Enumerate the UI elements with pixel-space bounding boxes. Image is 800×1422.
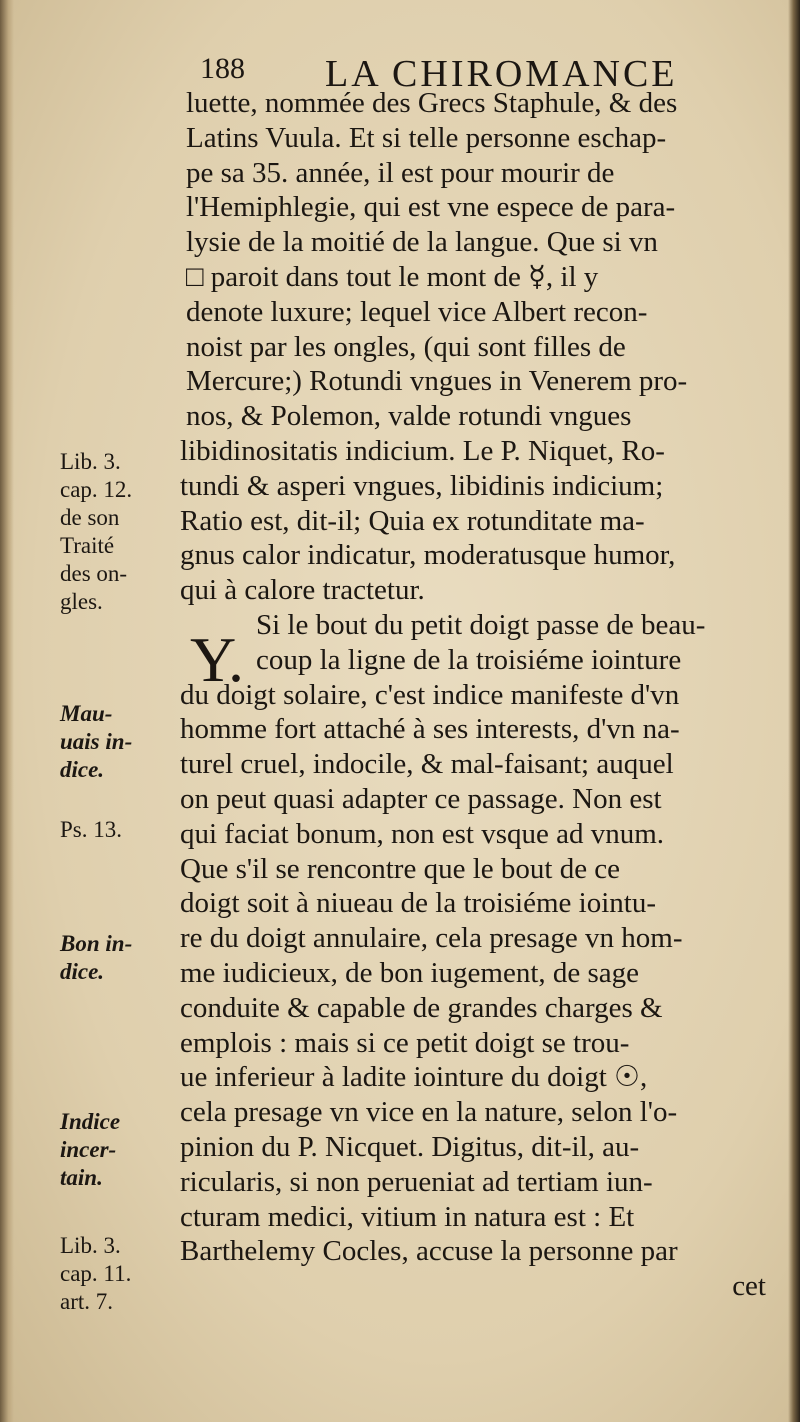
text-line: Si le bout du petit doigt passe de beau- <box>256 608 706 641</box>
text-line: du doigt solaire, c'est indice manifeste d'vn <box>180 678 680 711</box>
text-line: turel cruel, indocile, & mal-faisant; auquel <box>180 748 674 781</box>
text-line: Ratio est, dit-il; Quia ex rotunditate ma- <box>180 504 645 537</box>
margin-note: Bon in- dice. <box>60 931 133 984</box>
text-line: tundi & asperi vngues, libidinis indicium; <box>180 469 664 502</box>
margin-note: Lib. 3. cap. 11. art. 7. <box>60 1233 132 1314</box>
text-line: pe sa 35. année, il est pour mourir de <box>186 156 615 189</box>
text-line: libidinositatis indicium. Le P. Niquet, Ro- <box>180 434 665 467</box>
text-line: Latins Vuula. Et si telle personne eschap- <box>186 121 667 154</box>
text-line: denote luxure; lequel vice Albert recon- <box>186 295 648 328</box>
body-text <box>180 86 780 1304</box>
margin-note: Mau- uais in- dice. <box>60 701 133 782</box>
text-line: ue inferieur à ladite iointure du doigt ☉, <box>180 1061 648 1094</box>
page-edge-right <box>788 0 800 1422</box>
text-line: □ paroit dans tout le mont de ☿, il y <box>186 260 599 293</box>
text-line: Barthelemy Cocles, accuse la personne par <box>180 1235 678 1268</box>
text-line: noist par les ongles, (qui sont filles de <box>186 330 626 363</box>
margin-note: Ps. 13. <box>60 817 122 842</box>
text-line: qui faciat bonum, non est vsque ad vnum. <box>180 817 665 850</box>
text-line: Que s'il se rencontre que le bout de ce <box>180 852 621 885</box>
text-line: emplois : mais si ce petit doigt se trou- <box>180 1026 630 1059</box>
page-number: 188 <box>200 52 245 85</box>
binding-shadow-left <box>0 0 14 1422</box>
text-line: doigt soit à niueau de la troisiéme iointu- <box>180 887 656 920</box>
text-line: ricularis, si non perueniat ad tertiam iun- <box>180 1165 653 1198</box>
text-line: Mercure;) Rotundi vngues in Venerem pro- <box>186 365 688 398</box>
text-line: qui à calore tractetur. <box>180 574 425 607</box>
margin-note: Lib. 3. cap. 12. de son Traité des on- gles. <box>60 449 133 614</box>
running-title: LA CHIROMANCE <box>325 53 678 95</box>
text-line: homme fort attaché à ses interests, d'vn na- <box>180 713 680 746</box>
text-line: gnus calor indicatur, moderatusque humor, <box>180 539 676 572</box>
text-line: lysie de la moitié de la langue. Que si vn <box>186 226 658 259</box>
margin-note: Indice incer- tain. <box>60 1109 121 1190</box>
drop-initial: Y. <box>190 624 244 695</box>
text-line: luette, nommée des Grecs Staphule, & des <box>186 87 678 119</box>
text-line: nos, & Polemon, valde rotundi vngues <box>186 400 632 433</box>
text-line: cet <box>732 1270 766 1303</box>
text-line: conduite & capable de grandes charges & <box>180 991 663 1024</box>
text-line: pinion du P. Nicquet. Digitus, dit-il, au- <box>180 1130 640 1163</box>
text-line: re du doigt annulaire, cela presage vn hom- <box>180 922 683 955</box>
text-line: cela presage vn vice en la nature, selon l'o- <box>180 1096 678 1129</box>
text-line: me iudicieux, de bon iugement, de sage <box>180 956 640 989</box>
text-line: cturam medici, vitium in natura est : Et <box>180 1200 635 1233</box>
text-line: l'Hemiphlegie, qui est vne espece de para- <box>186 191 676 224</box>
text-line: coup la ligne de la troisiéme iointure <box>256 643 682 676</box>
text-line: on peut quasi adapter ce passage. Non est <box>180 782 662 815</box>
